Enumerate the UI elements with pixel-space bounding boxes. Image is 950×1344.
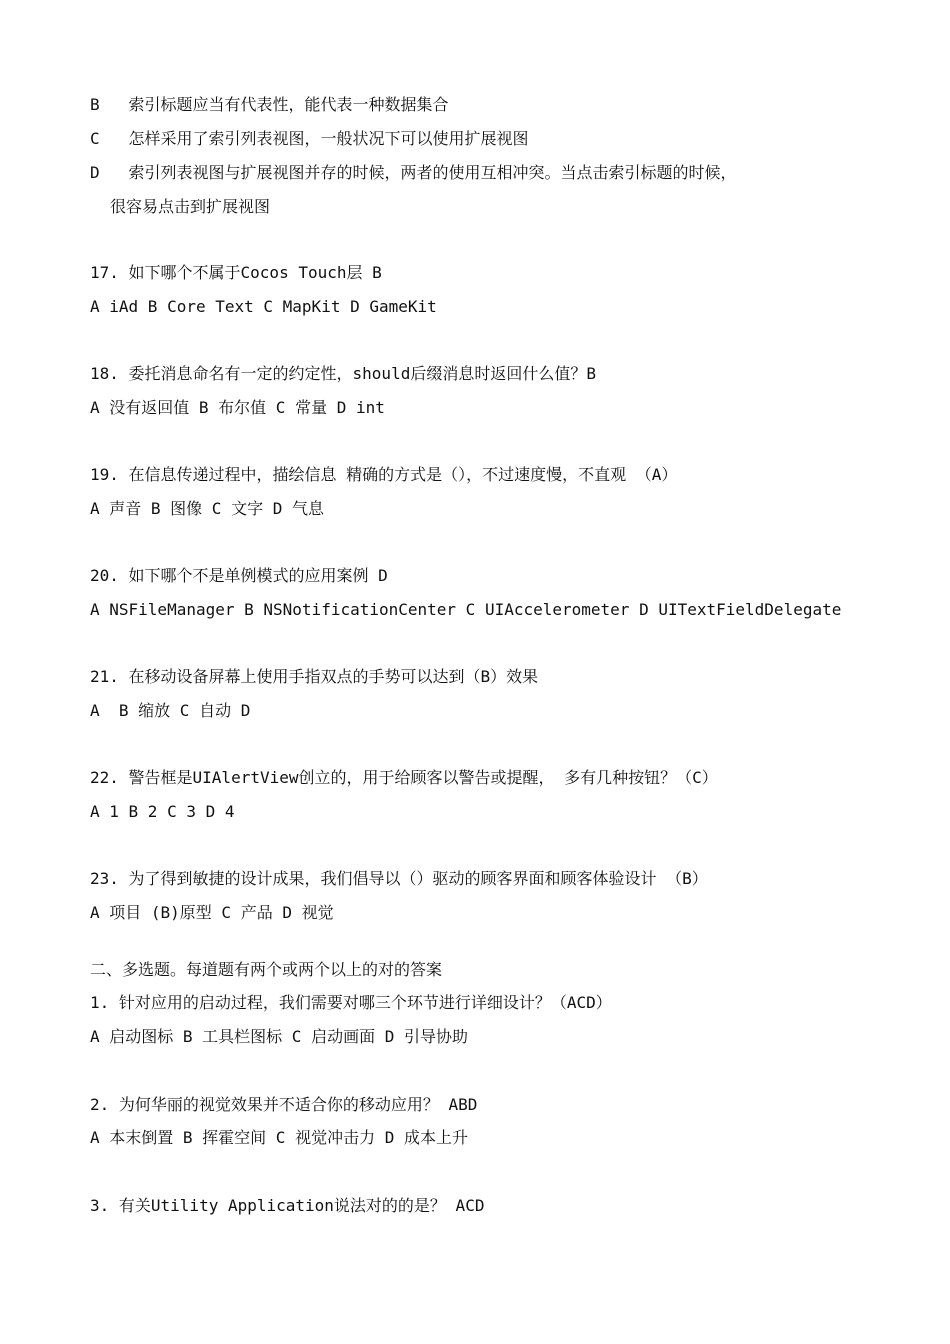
question-23: 23. 为了得到敏捷的设计成果，我们倡导以（）驱动的顾客界面和顾客体验设计 （B） [90, 869, 708, 888]
question-23-options: A 项目 (B)原型 C 产品 D 视觉 [90, 903, 334, 922]
option-d-continuation: 很容易点击到扩展视图 [110, 197, 271, 216]
mc-question-1-options: A 启动图标 B 工具栏图标 C 启动画面 D 引导协助 [90, 1027, 468, 1046]
option-c-line: C 怎样采用了索引列表视图，一般状况下可以使用扩展视图 [90, 129, 529, 148]
question-19-options: A 声音 B 图像 C 文字 D 气息 [90, 499, 324, 518]
option-b-line: B 索引标题应当有代表性，能代表一种数据集合 [90, 95, 449, 114]
mc-question-2: 2. 为何华丽的视觉效果并不适合你的移动应用？ ABD [90, 1095, 478, 1114]
question-21-options: A B 缩放 C 自动 D [90, 701, 251, 720]
question-20-options: A NSFileManager B NSNotificationCenter C UIAccelerometer D UITextFieldDelegate [90, 600, 842, 619]
question-17: 17. 如下哪个不属于Cocos Touch层 B [90, 263, 382, 282]
question-22: 22. 警告框是UIAlertView创立的，用于给顾客以警告或提醒， 多有几种按钮？（C） [90, 768, 718, 787]
question-18: 18. 委托消息命名有一定的约定性，should后缀消息时返回什么值？B [90, 364, 596, 383]
mc-question-3: 3. 有关Utility Application说法对的的是？ ACD [90, 1196, 485, 1215]
option-d-line: D 索引列表视图与扩展视图并存的时候，两者的使用互相冲突。当点击索引标题的时候， [90, 163, 737, 182]
section-heading-multiple-choice: 二、多选题。每道题有两个或两个以上的对的答案 [90, 960, 443, 979]
question-17-options: A iAd B Core Text C MapKit D GameKit [90, 297, 437, 316]
mc-question-1: 1. 针对应用的启动过程，我们需要对哪三个环节进行详细设计？（ACD） [90, 993, 612, 1012]
question-20: 20. 如下哪个不是单例模式的应用案例 D [90, 566, 388, 585]
mc-question-2-options: A 本末倒置 B 挥霍空间 C 视觉冲击力 D 成本上升 [90, 1128, 468, 1147]
question-19: 19. 在信息传递过程中，描绘信息 精确的方式是（），不过速度慢，不直观 （A） [90, 465, 678, 484]
question-22-options: A 1 B 2 C 3 D 4 [90, 802, 235, 821]
question-21: 21. 在移动设备屏幕上使用手指双点的手势可以达到（B）效果 [90, 667, 539, 686]
question-18-options: A 没有返回值 B 布尔值 C 常量 D int [90, 398, 385, 417]
